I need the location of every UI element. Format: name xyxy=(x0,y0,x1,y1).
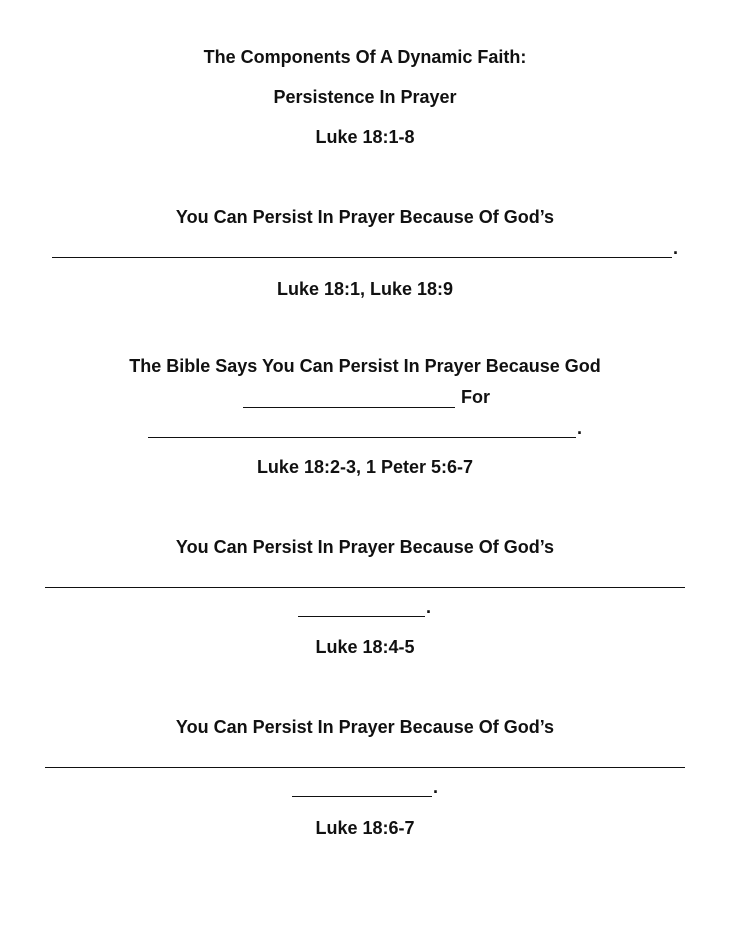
section-1-statement: You Can Persist In Prayer Because Of God’s xyxy=(175,207,555,227)
section-2-middle-word: For xyxy=(461,387,490,407)
section-1-end-mark: . xyxy=(673,238,679,258)
section-3-end-mark: . xyxy=(426,597,432,617)
section-1-blank-line[interactable] xyxy=(52,257,672,258)
section-2-statement: The Bible Says You Can Persist In Prayer Because God xyxy=(129,356,601,376)
section-3-reference: Luke 18:4-5 xyxy=(315,637,415,657)
section-3-blank-line-2[interactable] xyxy=(298,616,425,617)
section-3-blank-line-1[interactable] xyxy=(45,587,685,588)
section-4-reference: Luke 18:6-7 xyxy=(315,818,415,838)
section-4-blank-line-2[interactable] xyxy=(292,796,432,797)
main-scripture-reference: Luke 18:1-8 xyxy=(315,127,415,147)
worksheet-title: The Components Of A Dynamic Faith: xyxy=(203,47,527,67)
section-4-blank-line-1[interactable] xyxy=(45,767,685,768)
section-1-reference: Luke 18:1, Luke 18:9 xyxy=(276,279,454,299)
worksheet-subtitle: Persistence In Prayer xyxy=(273,87,457,107)
section-3-statement: You Can Persist In Prayer Because Of God’s xyxy=(175,537,555,557)
section-4-statement: You Can Persist In Prayer Because Of God’s xyxy=(175,717,555,737)
section-2-blank-line-1[interactable] xyxy=(243,407,455,408)
section-2-blank-line-2[interactable] xyxy=(148,437,576,438)
section-4-end-mark: . xyxy=(433,777,439,797)
section-2-reference: Luke 18:2-3, 1 Peter 5:6-7 xyxy=(256,457,474,477)
section-2-end-mark: . xyxy=(577,418,583,438)
